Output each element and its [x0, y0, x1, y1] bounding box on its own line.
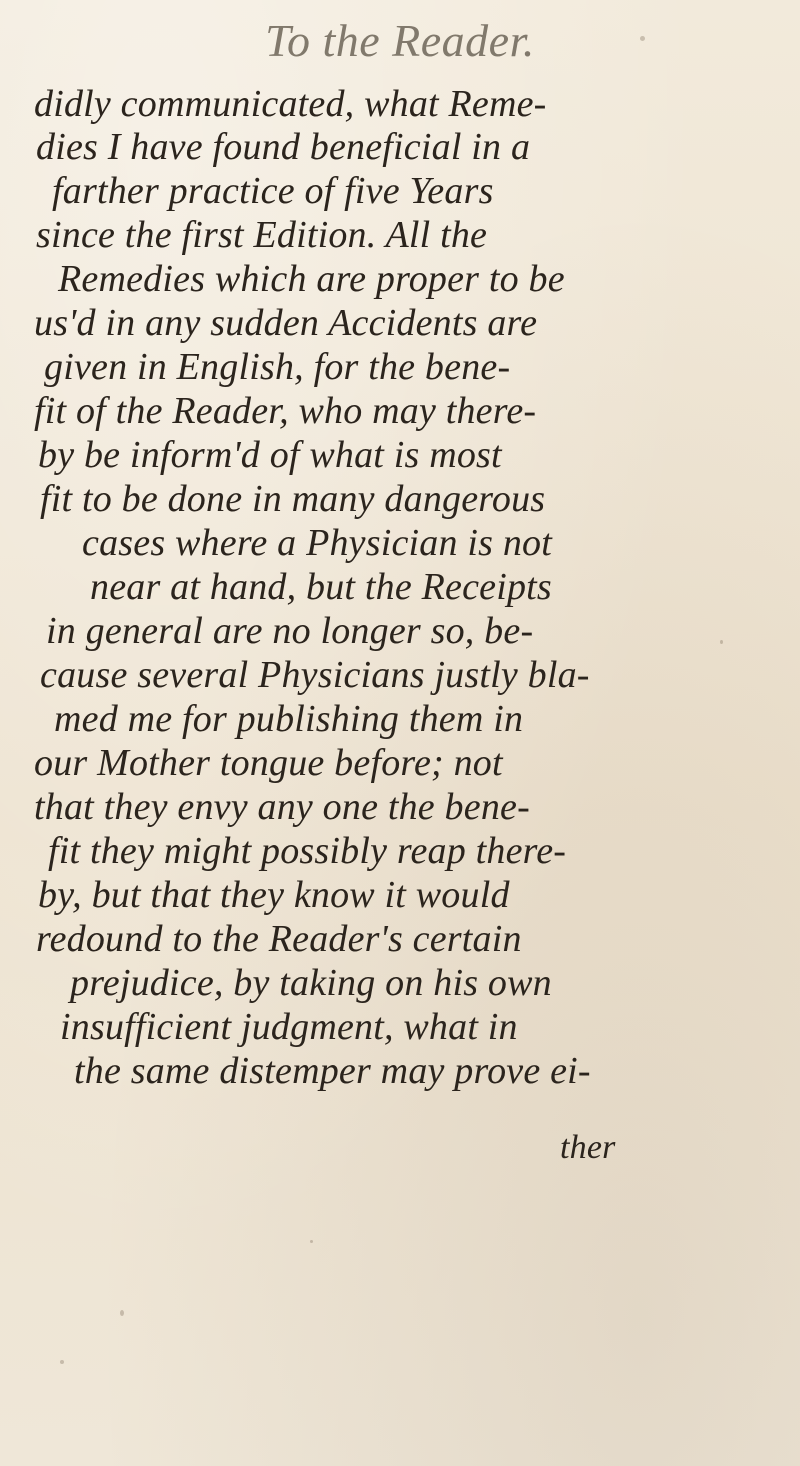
- text-line: Remedies which are proper to be: [58, 258, 565, 300]
- text-line: that they envy any one the bene-: [34, 786, 530, 828]
- text-line: by, but that they know it would: [38, 874, 510, 916]
- text-line: farther practice of five Years: [52, 170, 494, 212]
- text-line: dies I have found beneficial in a: [36, 126, 531, 168]
- text-line: didly communicated, what Reme-: [34, 83, 547, 125]
- text-line: prejudice, by taking on his own: [70, 962, 552, 1004]
- text-line: fit they might possibly reap there-: [48, 830, 567, 872]
- text-line: in general are no longer so, be-: [46, 610, 534, 652]
- text-line: fit of the Reader, who may there-: [34, 390, 537, 432]
- text-line: fit to be done in many dangerous: [40, 478, 546, 520]
- catchword: ther: [560, 1129, 616, 1166]
- text-line: our Mother tongue before; not: [34, 742, 503, 784]
- text-line: us'd in any sudden Accidents are: [34, 302, 538, 344]
- text-line: insufficient judgment, what in: [60, 1006, 518, 1048]
- text-line: near at hand, but the Receipts: [90, 566, 552, 608]
- text-line: cause several Physicians justly bla-: [40, 654, 590, 696]
- text-line: cases where a Physician is not: [82, 522, 553, 564]
- text-line: the same distemper may prove ei-: [74, 1050, 591, 1092]
- running-head: To the Reader.: [265, 15, 535, 66]
- text-line: by be inform'd of what is most: [38, 434, 502, 476]
- text-line: since the first Edition. All the: [36, 214, 488, 256]
- text-line: med me for publishing them in: [54, 698, 524, 740]
- text-line: redound to the Reader's certain: [36, 918, 522, 960]
- text-line: given in English, for the bene-: [44, 346, 511, 388]
